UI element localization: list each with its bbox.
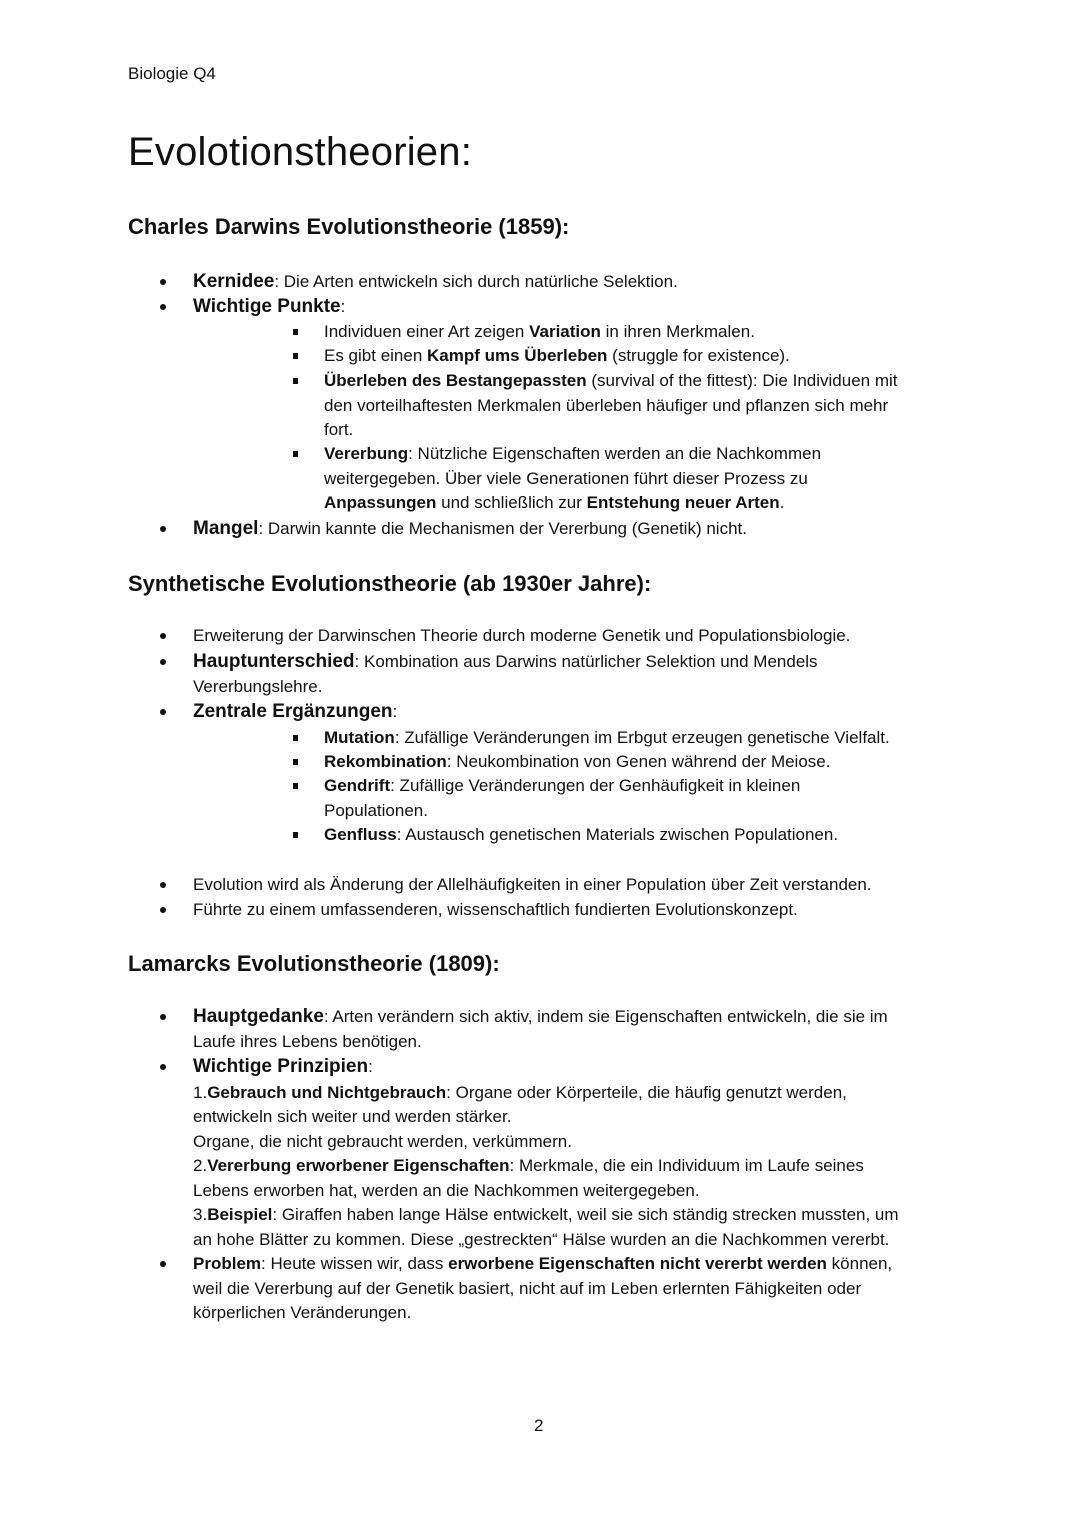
page-header: Biologie Q4 [128, 64, 216, 83]
text-line: weil die Vererbung auf der Genetik basiert, nicht auf im Leben erlernten Fähigkeiten oder [193, 1279, 862, 1298]
text-line: Lebens erworben hat, werden an die Nachkommen weitergegeben. [193, 1181, 700, 1200]
square-bullet-icon [293, 775, 301, 785]
list-item-hauptgedanke: Hauptgedanke: Arten verändern sich aktiv, indem sie Eigenschaften entwickeln, die sie im [193, 1006, 888, 1027]
square-bullet-icon [293, 321, 301, 331]
sub-item-mutation: Mutation: Zufällige Veränderungen im Erbgut erzeugen genetische Vielfalt. [324, 728, 890, 747]
text-line: fort. [324, 420, 354, 439]
square-bullet-icon [293, 727, 301, 737]
text-line: an hohe Blätter zu kommen. Diese „gestreckten“ Hälse wurden an die Nachkommen vererbt. [193, 1230, 890, 1249]
text-line: weitergegeben. Über viele Generationen führt dieser Prozess zu [324, 469, 808, 488]
principle-2: 2.Vererbung erworbener Eigenschaften: Merkmale, die ein Individuum im Laufe seines [193, 1156, 864, 1175]
list-item-mangel: Mangel: Darwin kannte die Mechanismen der Vererbung (Genetik) nicht. [193, 518, 747, 539]
sub-item-genfluss: Genfluss: Austausch genetischen Materials zwischen Populationen. [324, 825, 839, 844]
page-number: 2 [534, 1416, 544, 1435]
text-line: Organe, die nicht gebraucht werden, verkümmern. [193, 1132, 572, 1151]
list-item-erweiterung: Erweiterung der Darwinschen Theorie durch moderne Genetik und Populationsbiologie. [193, 626, 851, 645]
bullet-icon [160, 1006, 170, 1016]
bullet-icon [160, 874, 170, 884]
sub-item-kampf: Es gibt einen Kampf ums Überleben (struggle for existence). [324, 346, 790, 365]
text-line: Anpassungen und schließlich zur Entstehung neuer Arten. [324, 493, 785, 512]
sub-item-vererbung: Vererbung: Nützliche Eigenschaften werden an die Nachkommen [324, 444, 822, 463]
sub-item-ueberleben: Überleben des Bestangepassten (survival of the fittest): Die Individuen mit [324, 371, 898, 390]
bullet-icon [160, 899, 170, 909]
list-item-hauptunterschied: Hauptunterschied: Kombination aus Darwins natürlicher Selektion und Mendels [193, 651, 818, 672]
text-line: Vererbungslehre. [193, 677, 323, 696]
list-item-evolutionskonzept: Führte zu einem umfassenderen, wissenschaftlich fundierten Evolutionskonzept. [193, 900, 798, 919]
text-line: körperlichen Veränderungen. [193, 1303, 412, 1322]
square-bullet-icon [293, 824, 301, 834]
square-bullet-icon [293, 751, 301, 761]
section-heading-synthetisch: Synthetische Evolutionstheorie (ab 1930er Jahre): [128, 571, 652, 596]
sub-item-gendrift: Gendrift: Zufällige Veränderungen der Genhäufigkeit in kleinen [324, 776, 801, 795]
bullet-icon [160, 701, 170, 711]
list-item-zentrale-ergaenzungen: Zentrale Ergänzungen: [193, 701, 398, 722]
square-bullet-icon [293, 370, 301, 380]
list-item-kernidee: Kernidee: Die Arten entwickeln sich durch natürliche Selektion. [193, 271, 678, 292]
bullet-icon [160, 518, 170, 528]
text-line: Laufe ihres Lebens benötigen. [193, 1032, 422, 1051]
sub-item-rekombination: Rekombination: Neukombination von Genen während der Meiose. [324, 752, 831, 771]
section-heading-lamarck: Lamarcks Evolutionstheorie (1809): [128, 951, 500, 976]
section-heading-darwin: Charles Darwins Evolutionstheorie (1859): [128, 214, 570, 239]
bullet-icon [160, 651, 170, 661]
list-item-allelhaeufigkeiten: Evolution wird als Änderung der Allelhäufigkeiten in einer Population über Zeit verstanden. [193, 875, 872, 894]
bullet-icon [160, 271, 170, 281]
principle-1: 1.Gebrauch und Nichtgebrauch: Organe oder Körperteile, die häufig genutzt werden, [193, 1083, 847, 1102]
sub-item-variation: Individuen einer Art zeigen Variation in ihren Merkmalen. [324, 322, 755, 341]
bullet-icon [160, 296, 170, 306]
square-bullet-icon [293, 443, 301, 453]
list-item-wichtige-prinzipien: Wichtige Prinzipien: [193, 1056, 373, 1077]
page-title: Evolotionstheorien: [128, 130, 473, 174]
principle-3: 3.Beispiel: Giraffen haben lange Hälse entwickelt, weil sie sich ständig strecken mussten, um [193, 1205, 899, 1224]
list-item-wichtige-punkte: Wichtige Punkte: [193, 296, 346, 317]
list-item-problem: Problem: Heute wissen wir, dass erworbene Eigenschaften nicht vererbt werden können, [193, 1254, 893, 1273]
square-bullet-icon [293, 345, 301, 355]
bullet-icon [160, 625, 170, 635]
text-line: Populationen. [324, 801, 428, 820]
text-line: den vorteilhaftesten Merkmalen überleben häufiger und pflanzen sich mehr [324, 396, 889, 415]
bullet-icon [160, 1253, 170, 1263]
text-line: entwickeln sich weiter und werden stärker. [193, 1107, 512, 1126]
bullet-icon [160, 1056, 170, 1066]
